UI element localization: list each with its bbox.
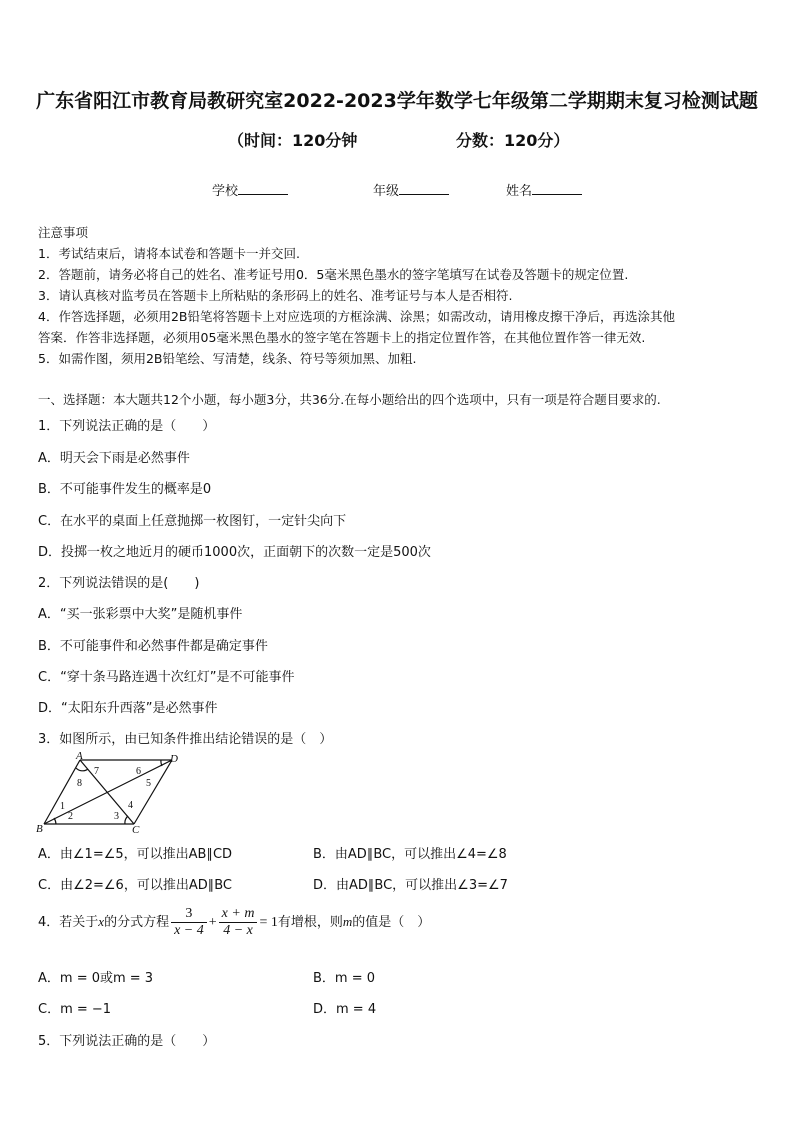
exam-score: 分数：120分）	[456, 131, 570, 150]
label-D: D	[170, 753, 178, 765]
question-1-option-c[interactable]: C．在水平的桌面上任意抛掷一枚图钉，一定针尖向下	[38, 514, 347, 529]
note-item: 5．如需作图，须用2B铅笔绘、写清楚，线条、符号等须加黑、加粗.	[38, 351, 417, 366]
question-3-option-b[interactable]: B．由AD∥BC，可以推出∠4=∠8	[313, 847, 507, 862]
question-2-option-a[interactable]: A．“买一张彩票中大奖”是随机事件	[38, 607, 243, 622]
question-1-option-a[interactable]: A．明天会下雨是必然事件	[38, 451, 190, 466]
document-title: 广东省阳江市教育局教研究室2022-2023学年数学七年级第二学期期末复习检测试题	[36, 90, 758, 112]
equals-sign: = 1	[259, 915, 278, 930]
school-label: 学校	[212, 184, 239, 199]
question-2-option-c[interactable]: C．“穿十条马路连遇十次红灯”是不可能事件	[38, 670, 295, 685]
fraction-numerator: x + m	[219, 906, 258, 923]
note-item: 答案．作答非选择题，必须用05毫米黑色墨水的签字笔在答题卡上的指定位置作答，在其他位置作答一律无效.	[38, 330, 646, 345]
question-5-stem: 5．下列说法正确的是（ ）	[38, 1034, 216, 1049]
notes-block	[38, 222, 675, 369]
parallelogram-figure	[36, 752, 186, 834]
question-4-option-d[interactable]: D．m = 4	[313, 1002, 377, 1017]
grade-label: 年级	[373, 184, 400, 199]
question-4-option-a[interactable]: A．m = 0或m = 3	[38, 971, 154, 986]
q4-text: 的分式方程	[104, 915, 170, 930]
section-heading: 一、选择题：本大题共12个小题，每小题3分，共36分.在每小题给出的四个选项中，只有一项是符合题目要求的.	[38, 392, 661, 407]
fraction-numerator: 3	[171, 906, 207, 923]
question-1-option-b[interactable]: B．不可能事件发生的概率是0	[38, 482, 212, 497]
angle-7: 7	[94, 766, 99, 777]
q4-var-x: x	[98, 914, 105, 929]
label-A: A	[76, 752, 83, 762]
question-1-stem: 1．下列说法正确的是（ ）	[38, 419, 216, 434]
q4-text: 4．若关于	[38, 915, 99, 930]
question-4-option-c[interactable]: C．m = −1	[38, 1002, 112, 1017]
question-4-option-b[interactable]: B．m = 0	[313, 971, 376, 986]
angle-8: 8	[77, 778, 82, 789]
angle-arc	[125, 816, 128, 824]
question-3-option-a[interactable]: A．由∠1=∠5，可以推出AB∥CD	[38, 847, 233, 862]
angle-2: 2	[68, 811, 73, 822]
question-3-option-c[interactable]: C．由∠2=∠6，可以推出AD∥BC	[38, 878, 232, 893]
q4-var-m: m	[342, 914, 353, 929]
label-B: B	[36, 823, 43, 834]
notes-heading: 注意事项	[38, 225, 89, 240]
angle-arc	[161, 760, 162, 766]
angle-5: 5	[146, 778, 151, 789]
q4-text: 有增根，则	[277, 915, 343, 930]
angle-4: 4	[128, 800, 133, 811]
name-field[interactable]	[506, 180, 582, 199]
note-item: 2．答题前，请务必将自己的姓名、准考证号用0．5毫米黑色墨水的签字笔填写在试卷及答题卡的规定位置.	[38, 267, 629, 282]
angle-arc	[76, 768, 88, 771]
question-3-stem: 3．如图所示，由已知条件推出结论错误的是（ ）	[38, 732, 333, 747]
fraction-denominator: 4 − x	[223, 923, 253, 938]
angle-arc	[54, 818, 56, 824]
q4-fraction-1	[171, 906, 207, 939]
angle-6: 6	[136, 766, 141, 777]
question-3-option-d[interactable]: D．由AD∥BC，可以推出∠3=∠7	[313, 878, 508, 893]
grade-field[interactable]	[373, 180, 449, 199]
q4-fraction-2	[219, 906, 258, 939]
question-2-option-b[interactable]: B．不可能事件和必然事件都是确定事件	[38, 639, 268, 654]
fraction-denominator: x − 4	[174, 923, 204, 938]
exam-time: （时间：120分钟	[228, 131, 358, 150]
question-1-option-d[interactable]: D．投掷一枚之地近月的硬币1000次，正面朝下的次数一定是500次	[38, 545, 431, 560]
question-2-option-d[interactable]: D．“太阳东升西落”是必然事件	[38, 701, 218, 716]
plus-sign: +	[208, 915, 217, 930]
note-item: 4．作答选择题，必须用2B铅笔将答题卡上对应选项的方框涂满、涂黑；如需改动，请用橡皮擦干净后，再选涂其他	[38, 309, 675, 324]
label-C: C	[132, 824, 140, 834]
angle-1: 1	[60, 801, 65, 812]
school-field[interactable]	[212, 180, 288, 199]
name-label: 姓名	[506, 184, 533, 199]
question-2-stem: 2．下列说法错误的是( )	[38, 576, 200, 591]
question-4-stem	[38, 906, 430, 939]
angle-3: 3	[114, 811, 119, 822]
q4-text: 的值是（ ）	[352, 915, 431, 930]
note-item: 1．考试结束后，请将本试卷和答题卡一并交回.	[38, 246, 300, 261]
note-item: 3．请认真核对监考员在答题卡上所粘贴的条形码上的姓名、准考证号与本人是否相符.	[38, 288, 513, 303]
